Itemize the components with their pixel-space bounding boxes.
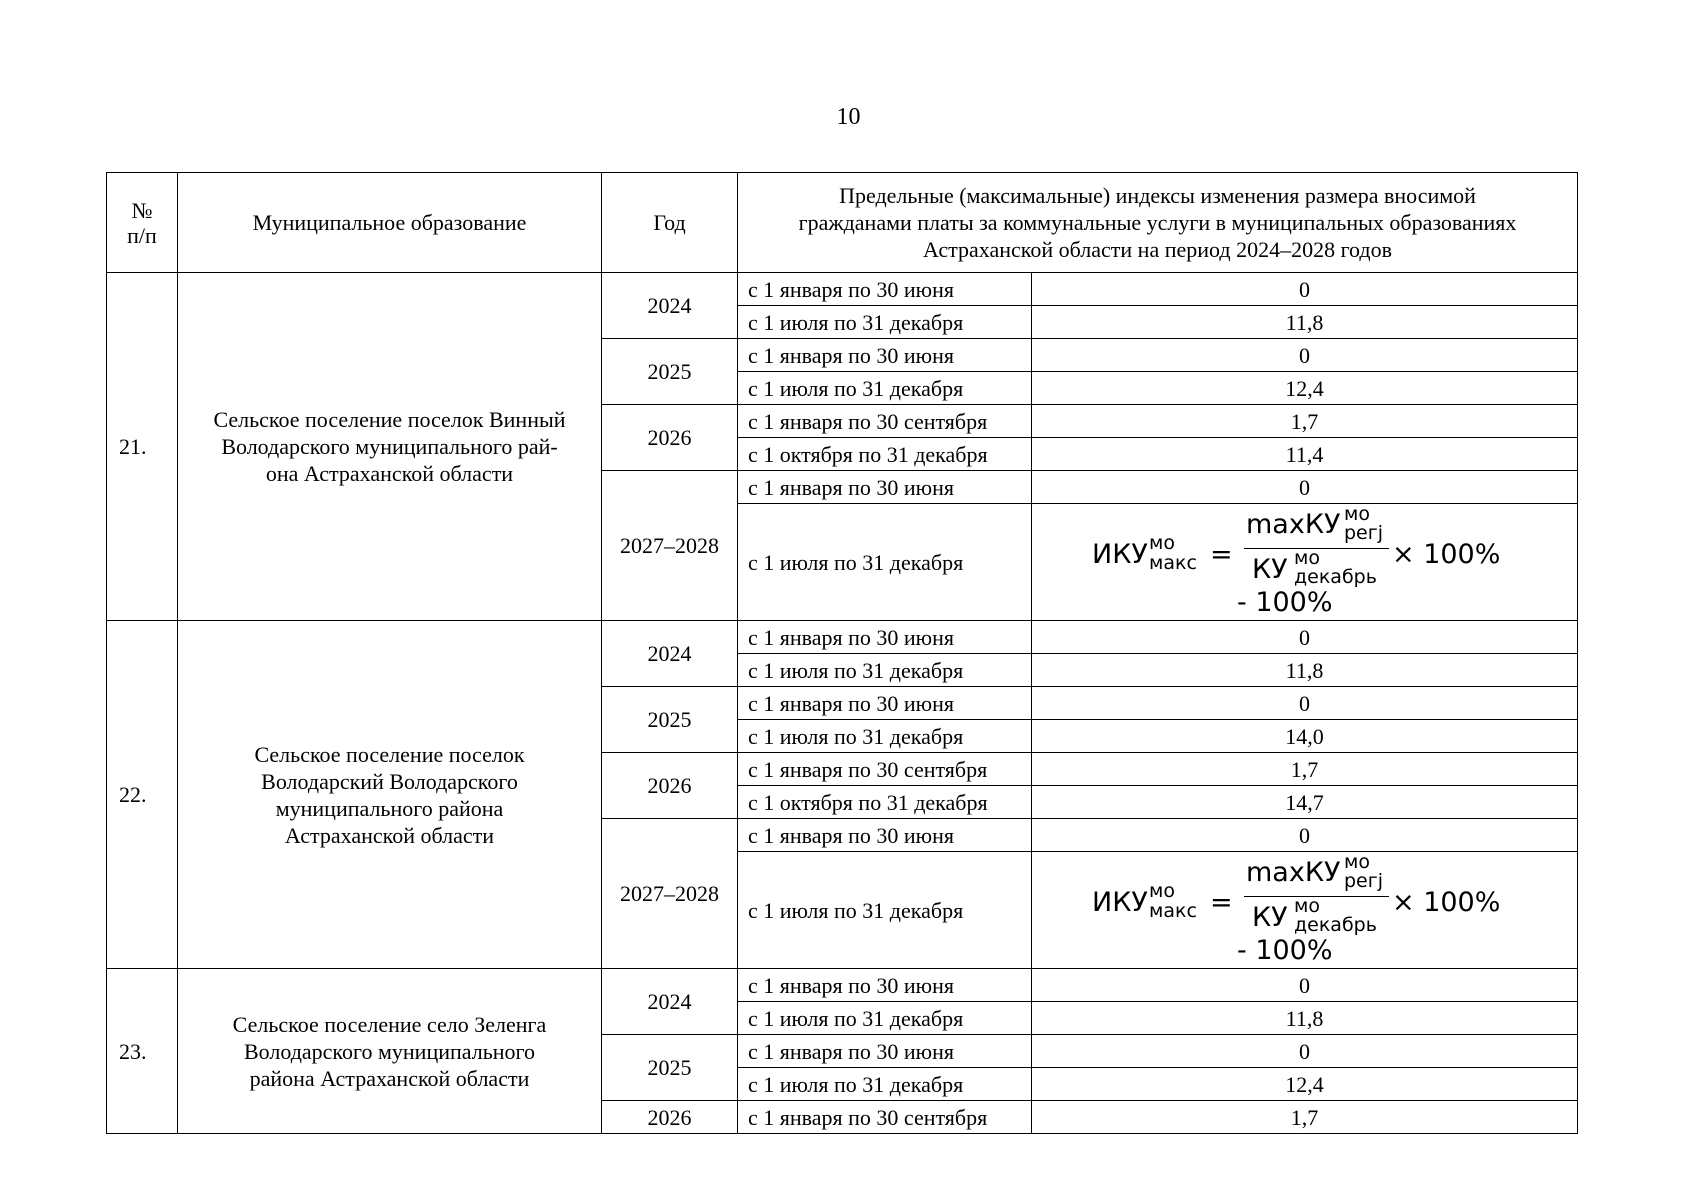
municipality-name-line: Володарский Володарского — [261, 768, 518, 794]
index-value: 11,8 — [1032, 654, 1578, 687]
index-value: 11,4 — [1032, 438, 1578, 471]
formula-denominator-superscript: мо — [1294, 895, 1320, 917]
formula-numerator-subscript: регj — [1344, 870, 1384, 892]
period-cell: с 1 октября по 31 декабря — [738, 438, 1032, 471]
formula-denominator: КУ — [1252, 902, 1288, 933]
period-cell: с 1 июля по 31 декабря — [738, 1002, 1032, 1035]
index-value: 0 — [1032, 621, 1578, 654]
index-value: 11,8 — [1032, 1002, 1578, 1035]
table-header-row — [107, 173, 1578, 273]
formula-lhs: ИКУ — [1092, 887, 1148, 918]
formula-fraction-bar — [1244, 896, 1389, 897]
period-cell: с 1 июля по 31 декабря — [738, 504, 1032, 621]
period-cell: с 1 января по 30 июня — [738, 1035, 1032, 1068]
header-index — [738, 173, 1578, 273]
period-cell: с 1 января по 30 июня — [738, 471, 1032, 504]
municipality-name — [178, 273, 602, 621]
period-cell: с 1 января по 30 июня — [738, 819, 1032, 852]
year-cell: 2024 — [602, 621, 738, 687]
index-value: 0 — [1032, 273, 1578, 306]
year-cell: 2027–2028 — [602, 819, 738, 969]
formula-numerator-subscript: регj — [1344, 522, 1384, 544]
formula-equals: = — [1210, 539, 1233, 570]
formula-multiplier: × 100% — [1392, 887, 1501, 918]
formula-denominator-subscript: декабрь — [1294, 566, 1377, 588]
formula-denominator-subscript: декабрь — [1294, 914, 1377, 936]
table-row — [107, 969, 1578, 1002]
period-cell: с 1 июля по 31 декабря — [738, 372, 1032, 405]
formula-lhs-superscript: мо — [1149, 880, 1175, 902]
year-cell: 2025 — [602, 1035, 738, 1101]
index-value: 14,7 — [1032, 786, 1578, 819]
year-cell: 2026 — [602, 753, 738, 819]
entry-number: 23. — [107, 969, 178, 1134]
tariff-index-table — [106, 172, 1578, 1134]
header-municipality: Муниципальное образование — [178, 173, 602, 273]
index-value: 1,7 — [1032, 405, 1578, 438]
period-cell: с 1 июля по 31 декабря — [738, 1068, 1032, 1101]
municipality-name-line: она Астраханской области — [265, 461, 514, 486]
index-value: 11,8 — [1032, 306, 1578, 339]
period-cell: с 1 января по 30 сентября — [738, 405, 1032, 438]
municipality-name-line: района Астраханской области — [249, 1065, 530, 1091]
municipality-name — [178, 621, 602, 969]
period-cell: с 1 января по 30 сентября — [738, 1101, 1032, 1134]
index-value: 0 — [1032, 1035, 1578, 1068]
formula-multiplier: × 100% — [1392, 539, 1501, 570]
formula-expression — [1032, 504, 1577, 620]
index-value: 0 — [1032, 471, 1578, 504]
year-cell: 2024 — [602, 969, 738, 1035]
municipality-name-line: Володарского муниципального — [243, 1038, 535, 1064]
municipality-name-line: Сельское поселение поселок — [254, 741, 525, 767]
formula-numerator: maxКУ — [1246, 857, 1341, 888]
formula-equals: = — [1210, 887, 1233, 918]
header-number-sign: № — [131, 197, 153, 223]
formula-numerator-superscript: мо — [1344, 503, 1370, 525]
table-row — [107, 273, 1578, 306]
header-number — [107, 173, 178, 273]
index-value: 0 — [1032, 969, 1578, 1002]
period-cell: с 1 января по 30 июня — [738, 969, 1032, 1002]
table-row — [107, 621, 1578, 654]
header-year: Год — [602, 173, 738, 273]
year-cell: 2026 — [602, 1101, 738, 1134]
formula-lhs-subscript: макс — [1149, 900, 1197, 922]
year-cell: 2024 — [602, 273, 738, 339]
formula-lhs: ИКУ — [1092, 539, 1148, 570]
index-value: 14,0 — [1032, 720, 1578, 753]
formula-denominator: КУ — [1252, 554, 1288, 585]
header-index-line: Астраханской области на период 2024–2028 годов — [923, 237, 1392, 262]
index-value: 0 — [1032, 339, 1578, 372]
period-cell: с 1 июля по 31 декабря — [738, 720, 1032, 753]
header-index-line: Предельные (максимальные) индексы изменения размера вносимой — [839, 183, 1476, 208]
period-cell: с 1 июля по 31 декабря — [738, 306, 1032, 339]
period-cell: с 1 января по 30 июня — [738, 339, 1032, 372]
index-value: 0 — [1032, 819, 1578, 852]
period-cell: с 1 июля по 31 декабря — [738, 852, 1032, 969]
period-cell: с 1 января по 30 июня — [738, 687, 1032, 720]
index-value: 12,4 — [1032, 1068, 1578, 1101]
year-cell: 2027–2028 — [602, 471, 738, 621]
formula-numerator: maxКУ — [1246, 509, 1341, 540]
municipality-name — [178, 969, 602, 1134]
year-cell: 2026 — [602, 405, 738, 471]
formula-fraction-bar — [1244, 548, 1389, 549]
index-value — [1032, 504, 1578, 621]
period-cell: с 1 июля по 31 декабря — [738, 654, 1032, 687]
page-number: 10 — [836, 104, 861, 130]
year-cell: 2025 — [602, 687, 738, 753]
period-cell: с 1 января по 30 сентября — [738, 753, 1032, 786]
period-cell: с 1 января по 30 июня — [738, 621, 1032, 654]
entry-number: 22. — [107, 621, 178, 969]
municipality-name-line: Володарского муниципального рай- — [221, 434, 558, 459]
formula-expression — [1032, 852, 1577, 968]
period-cell: с 1 октября по 31 декабря — [738, 786, 1032, 819]
formula-subtraction: - 100% — [1237, 935, 1333, 966]
municipality-name-line: Астраханской области — [284, 822, 495, 848]
formula-numerator-superscript: мо — [1344, 851, 1370, 873]
formula-lhs-subscript: макс — [1149, 552, 1197, 574]
index-value — [1032, 852, 1578, 969]
year-cell: 2025 — [602, 339, 738, 405]
period-cell: с 1 января по 30 июня — [738, 273, 1032, 306]
formula-denominator-superscript: мо — [1294, 547, 1320, 569]
municipality-name-line: Сельское поселение поселок Винный — [213, 407, 566, 432]
municipality-name-line: Сельское поселение село Зеленга — [232, 1011, 547, 1037]
formula-subtraction: - 100% — [1237, 587, 1333, 618]
municipality-name-line: муниципального района — [275, 795, 504, 821]
header-number-abbr: п/п — [127, 222, 157, 248]
entry-number: 21. — [107, 273, 178, 621]
index-value: 0 — [1032, 687, 1578, 720]
index-value: 12,4 — [1032, 372, 1578, 405]
index-value: 1,7 — [1032, 1101, 1578, 1134]
index-value: 1,7 — [1032, 753, 1578, 786]
header-index-line: гражданами платы за коммунальные услуги в муниципальных образованиях — [798, 210, 1517, 235]
formula-lhs-superscript: мо — [1149, 532, 1175, 554]
